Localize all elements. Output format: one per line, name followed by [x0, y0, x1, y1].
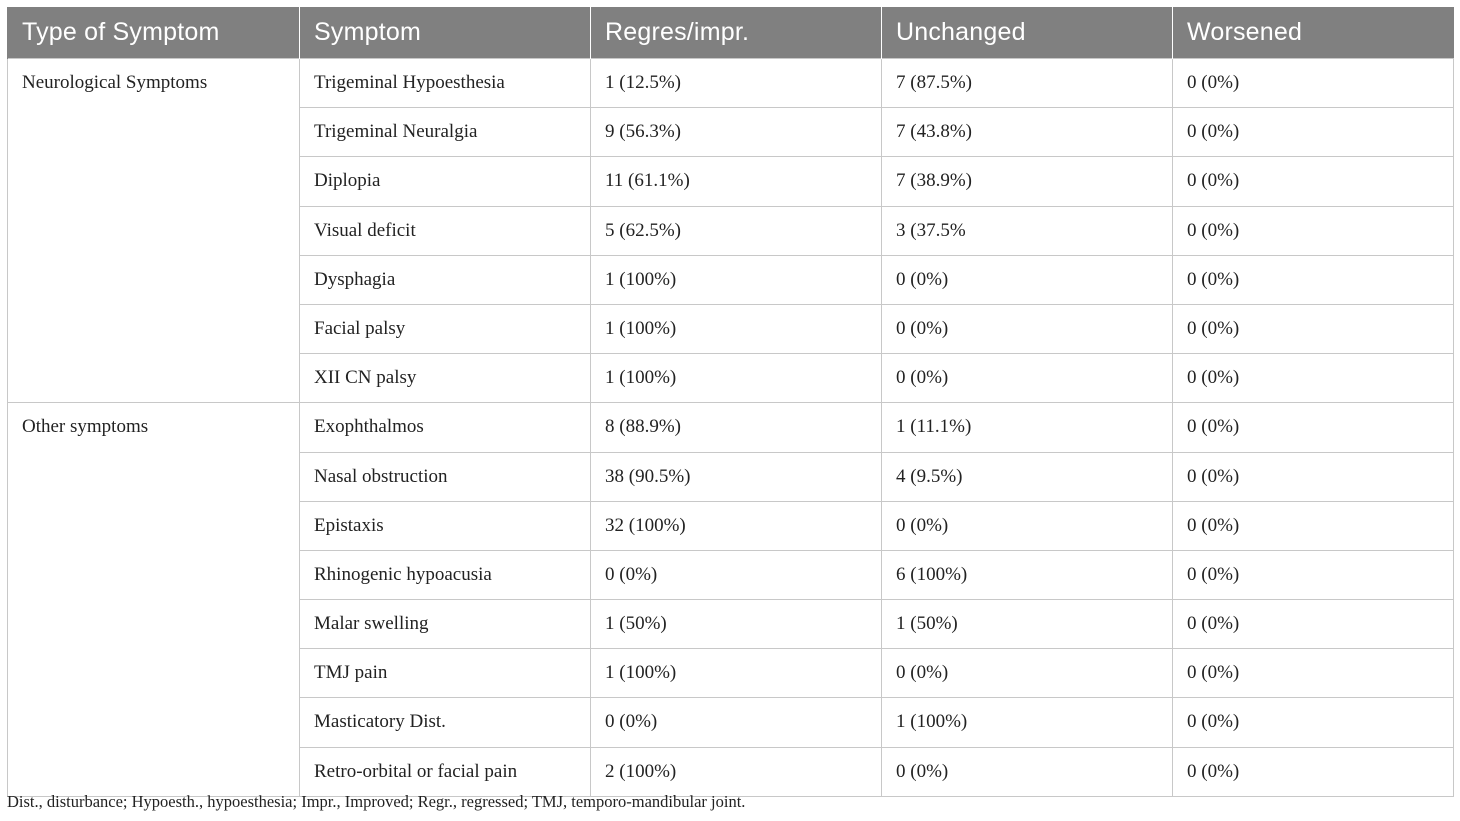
worsened-cell: 0 (0%) — [1173, 403, 1454, 452]
worsened-cell: 0 (0%) — [1173, 108, 1454, 157]
table-row — [8, 59, 1454, 108]
symptom-cell: Retro-orbital or facial pain — [300, 747, 591, 796]
unchanged-cell: 0 (0%) — [882, 649, 1173, 698]
table-row — [8, 403, 1454, 452]
regressed-improved-cell: 5 (62.5%) — [591, 206, 882, 255]
symptom-cell: Malar swelling — [300, 600, 591, 649]
symptom-cell: Facial palsy — [300, 304, 591, 353]
symptom-cell: Epistaxis — [300, 501, 591, 550]
worsened-cell: 0 (0%) — [1173, 501, 1454, 550]
symptom-outcome-table-container — [7, 7, 1453, 797]
header-row — [8, 7, 1454, 59]
header-regressed-improved: Regres/impr. — [591, 7, 882, 59]
symptom-cell: TMJ pain — [300, 649, 591, 698]
worsened-cell: 0 (0%) — [1173, 747, 1454, 796]
unchanged-cell: 0 (0%) — [882, 501, 1173, 550]
regressed-improved-cell: 9 (56.3%) — [591, 108, 882, 157]
symptom-type-cell: Other symptoms — [8, 403, 300, 797]
unchanged-cell: 7 (38.9%) — [882, 157, 1173, 206]
regressed-improved-cell: 38 (90.5%) — [591, 452, 882, 501]
worsened-cell: 0 (0%) — [1173, 649, 1454, 698]
unchanged-cell: 0 (0%) — [882, 304, 1173, 353]
symptom-cell: Dysphagia — [300, 255, 591, 304]
worsened-cell: 0 (0%) — [1173, 59, 1454, 108]
table-footnote: Dist., disturbance; Hypoesth., hypoesthesia; Impr., Improved; Regr., regressed; TMJ, temporo-mandibular joint. — [7, 792, 746, 811]
worsened-cell: 0 (0%) — [1173, 157, 1454, 206]
regressed-improved-cell: 1 (100%) — [591, 255, 882, 304]
unchanged-cell: 7 (43.8%) — [882, 108, 1173, 157]
symptom-cell: XII CN palsy — [300, 354, 591, 403]
header-worsened: Worsened — [1173, 7, 1454, 59]
symptom-cell: Masticatory Dist. — [300, 698, 591, 747]
header-unchanged: Unchanged — [882, 7, 1173, 59]
regressed-improved-cell: 1 (100%) — [591, 649, 882, 698]
unchanged-cell: 3 (37.5% — [882, 206, 1173, 255]
unchanged-cell: 1 (11.1%) — [882, 403, 1173, 452]
symptom-outcome-table — [7, 7, 1454, 797]
symptom-cell: Exophthalmos — [300, 403, 591, 452]
table-body — [8, 59, 1454, 797]
unchanged-cell: 0 (0%) — [882, 255, 1173, 304]
table-header — [8, 7, 1454, 59]
regressed-improved-cell: 8 (88.9%) — [591, 403, 882, 452]
symptom-cell: Diplopia — [300, 157, 591, 206]
regressed-improved-cell: 0 (0%) — [591, 698, 882, 747]
regressed-improved-cell: 1 (50%) — [591, 600, 882, 649]
worsened-cell: 0 (0%) — [1173, 206, 1454, 255]
unchanged-cell: 4 (9.5%) — [882, 452, 1173, 501]
symptom-cell: Visual deficit — [300, 206, 591, 255]
worsened-cell: 0 (0%) — [1173, 255, 1454, 304]
symptom-cell: Nasal obstruction — [300, 452, 591, 501]
symptom-cell: Rhinogenic hypoacusia — [300, 550, 591, 599]
symptom-cell: Trigeminal Neuralgia — [300, 108, 591, 157]
unchanged-cell: 6 (100%) — [882, 550, 1173, 599]
regressed-improved-cell: 0 (0%) — [591, 550, 882, 599]
worsened-cell: 0 (0%) — [1173, 550, 1454, 599]
worsened-cell: 0 (0%) — [1173, 452, 1454, 501]
regressed-improved-cell: 2 (100%) — [591, 747, 882, 796]
worsened-cell: 0 (0%) — [1173, 304, 1454, 353]
regressed-improved-cell: 11 (61.1%) — [591, 157, 882, 206]
unchanged-cell: 1 (100%) — [882, 698, 1173, 747]
symptom-type-cell: Neurological Symptoms — [8, 59, 300, 403]
unchanged-cell: 0 (0%) — [882, 747, 1173, 796]
regressed-improved-cell: 1 (100%) — [591, 354, 882, 403]
regressed-improved-cell: 32 (100%) — [591, 501, 882, 550]
regressed-improved-cell: 1 (12.5%) — [591, 59, 882, 108]
worsened-cell: 0 (0%) — [1173, 698, 1454, 747]
unchanged-cell: 7 (87.5%) — [882, 59, 1173, 108]
worsened-cell: 0 (0%) — [1173, 600, 1454, 649]
unchanged-cell: 0 (0%) — [882, 354, 1173, 403]
regressed-improved-cell: 1 (100%) — [591, 304, 882, 353]
header-type-of-symptom: Type of Symptom — [8, 7, 300, 59]
worsened-cell: 0 (0%) — [1173, 354, 1454, 403]
unchanged-cell: 1 (50%) — [882, 600, 1173, 649]
header-symptom: Symptom — [300, 7, 591, 59]
symptom-cell: Trigeminal Hypoesthesia — [300, 59, 591, 108]
